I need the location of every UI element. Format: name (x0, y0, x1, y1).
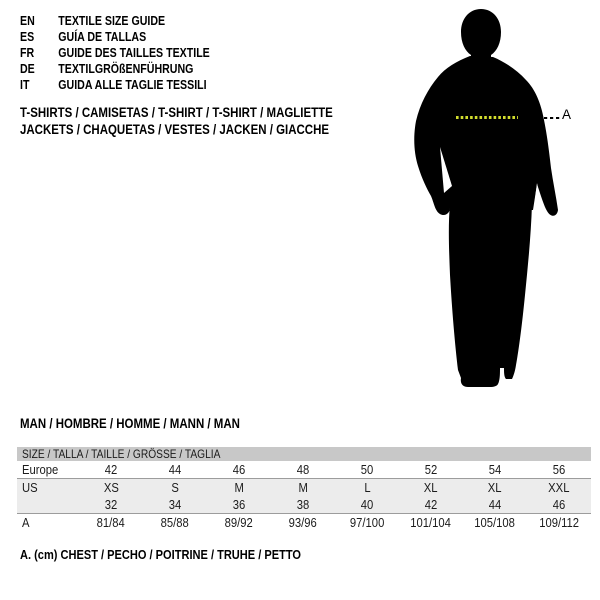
lang-label: TEXTILE SIZE GUIDE (58, 14, 166, 28)
lang-code: ES (20, 30, 35, 44)
cell: 85/88 (160, 515, 190, 530)
table-row-alt (17, 496, 591, 514)
size-table-grid (17, 461, 591, 531)
cell: XXL (548, 480, 570, 495)
cell: M (298, 480, 308, 495)
lang-row-fr (20, 45, 210, 61)
row-label: A (22, 515, 30, 530)
cell: M (234, 480, 244, 495)
cell: XL (488, 480, 502, 495)
cell: 105/108 (474, 515, 516, 530)
size-table (17, 447, 591, 531)
row-label: US (22, 480, 38, 495)
cell: 101/104 (410, 515, 452, 530)
lang-row-en (20, 13, 210, 29)
cell: S (171, 480, 179, 495)
cell: 81/84 (96, 515, 126, 530)
cell: L (363, 480, 371, 495)
size-table-header-text: SIZE / TALLA / TAILLE / GRÖSSE / TAGLIA (22, 447, 221, 461)
cell: 46 (232, 462, 246, 477)
lang-row-it (20, 77, 210, 93)
cell: 42 (104, 462, 118, 477)
cell: 56 (552, 462, 566, 477)
table-row-a (17, 514, 591, 532)
lang-code: EN (20, 14, 35, 28)
cell: 109/112 (539, 515, 579, 530)
man-heading-text: MAN / HOMBRE / HOMME / MANN / MAN (20, 416, 240, 431)
lang-row-de (20, 61, 210, 77)
man-heading (20, 417, 279, 431)
lang-code: FR (20, 46, 35, 60)
lang-label: GUIDE DES TAILLES TEXTILE (58, 46, 210, 60)
table-row-us (17, 479, 591, 497)
cell: 44 (488, 497, 502, 512)
cell: XL (424, 480, 438, 495)
size-table-header (17, 447, 591, 461)
cell: 38 (296, 497, 310, 512)
lang-label: TEXTILGRÖßENFÜHRUNG (58, 62, 194, 76)
cell: XS (103, 480, 119, 495)
lang-label: GUIDA ALLE TAGLIE TESSILI (58, 78, 207, 92)
measurement-footnote (20, 548, 351, 562)
cell: 97/100 (349, 515, 385, 530)
cell: 93/96 (288, 515, 318, 530)
legs-shape (449, 204, 532, 387)
measure-label-a: A (562, 107, 572, 122)
cell: 40 (360, 497, 374, 512)
measurement-footnote-text: A. (cm) CHEST / PECHO / POITRINE / TRUHE / PETTO (20, 547, 301, 562)
cell: 36 (232, 497, 246, 512)
head-shape (461, 9, 501, 62)
cell: 54 (488, 462, 502, 477)
row-label: Europe (22, 462, 59, 477)
table-row-europe (17, 461, 591, 479)
lang-code: DE (20, 62, 35, 76)
category-line-tshirts: T-SHIRTS / CAMISETAS / T-SHIRT / T-SHIRT / MAGLIETTE (20, 105, 333, 120)
cell: 46 (552, 497, 566, 512)
cell: 48 (296, 462, 310, 477)
cell: 52 (424, 462, 438, 477)
man-silhouette (400, 0, 600, 400)
category-line-jackets: JACKETS / CHAQUETAS / VESTES / JACKEN / GIACCHE (20, 121, 330, 137)
cell: 42 (424, 497, 438, 512)
lang-code: IT (20, 78, 30, 92)
lang-row-es (20, 29, 210, 45)
cell: 89/92 (224, 515, 254, 530)
cell: 50 (360, 462, 374, 477)
language-list (20, 13, 243, 93)
lang-label: GUÍA DE TALLAS (58, 30, 147, 44)
cell: 44 (168, 462, 182, 477)
category-heading (20, 105, 388, 138)
cell: 32 (104, 497, 118, 512)
cell: 34 (168, 497, 182, 512)
